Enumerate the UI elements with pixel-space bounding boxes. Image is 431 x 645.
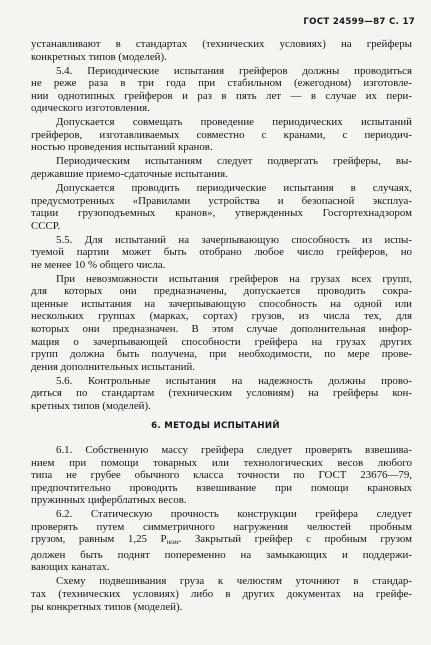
text-line: 5.4. Периодические испытания грейферов должны проводиться (56, 64, 412, 77)
text-line: типа не грубее обычного класса точности по ГОСТ 23676—79, (31, 469, 412, 482)
text-line: предпочтительно проводить взвешивание при помощи крановых (31, 481, 412, 494)
text-line: вающих канатах. (31, 561, 110, 574)
text-line: должен быть поднят попеременно на замыкающих и поддержи- (31, 548, 412, 561)
paragraph-5-4 (31, 65, 412, 115)
text-line: тах (технических условиях) либо в других документах на грейфе- (31, 588, 412, 601)
text-line: При невозможности испытания грейферов на грузах всех групп, (56, 272, 412, 285)
text-line: конкретных типов (моделей). (31, 50, 167, 63)
text-line: державшие приемо-сдаточные испытания. (31, 167, 228, 180)
page-header: ГОСТ 24599—87 С. 17 (303, 17, 415, 27)
text-line: для которых они предназначены, допускается проводить сокра- (31, 285, 412, 298)
text-line: устанавливают в стандартах (технических условиях) на грейферы (31, 38, 412, 50)
text-line: грейферов, изготавливаемых совместно с кранами, с периодич- (31, 128, 412, 141)
text-block-section-6 (31, 444, 412, 615)
section-heading: 6. МЕТОДЫ ИСПЫТАНИЙ (151, 421, 280, 431)
paragraph (31, 155, 412, 180)
paragraph-6-2 (31, 508, 412, 574)
text-line: проверять путем симметричного нагружения челюстей пробным (31, 520, 412, 533)
text-line: Допускается совмещать проведение периодических испытаний (56, 116, 412, 129)
text-line: туемой партии может быть отобрано любое число грейферов, но (31, 246, 412, 259)
text-line: ры конкретных типов (моделей). (31, 600, 183, 613)
text-line: 6.1. Собственную массу грейфера следует проверять взвешива- (56, 444, 412, 456)
text-line: пружинных циферблатных весов. (31, 494, 187, 507)
paragraph (31, 182, 412, 232)
paragraph (31, 273, 412, 373)
text-line: Схему подвешивания груза к челюстям уточняют в стандар- (56, 575, 412, 588)
text-line: не менее 10 % общего числа. (31, 258, 166, 271)
text-line-with-subscript (31, 533, 412, 549)
paragraph (31, 575, 412, 613)
text-block-section-5 (31, 38, 412, 414)
paragraph-5-6 (31, 375, 412, 413)
text-line: нием при помощи товарных или технологических весов любого (31, 456, 412, 469)
paragraph-5-5 (31, 234, 412, 272)
text-line: ностью проведения испытаний кранов. (31, 141, 213, 154)
text-line: 6.2. Статическую прочность конструкции грейфера следует (56, 508, 412, 521)
paragraph-6-1 (31, 444, 412, 507)
text-line: 5.5. Для испытаний на зачерпывающую способность из испы- (56, 233, 412, 246)
text-line: диться по стандартам (техническим условиям) на грейферы кон- (31, 387, 412, 400)
text-line: Допускается проводить периодические испытания в случаях, (56, 182, 412, 195)
text-line: дения дополнительных испытаний. (31, 360, 196, 373)
text-line: нескольких группах (марках, сортах) грузов, из числа тех, для (31, 310, 412, 323)
text-line: тации грузоподъемных кранов», утвержденных Госгортехнадзором (31, 207, 412, 220)
text-line: которых они предназначен. В этом случае дополнительная инфор- (31, 323, 412, 336)
text-line: мация о зачерпывающей способности грейфера на грузах других (31, 335, 412, 348)
text-line: предусмотренных «Правилами устройства и безопасной эксплуа- (31, 194, 412, 207)
paragraph (31, 116, 412, 154)
text-line: щенные испытания на зачерпывающую способность на одной или (31, 297, 412, 310)
text-line: групп должна быть получена, при необходимости, по мере прове- (31, 348, 412, 361)
paragraph (31, 38, 412, 63)
text-line: Периодическим испытаниям следует подвергать грейферы, вы- (56, 155, 412, 168)
text-fragment: . Закрытый грейфер с пробным грузом (178, 533, 412, 546)
text-line: 5.6. Контрольные испытания на надежность должны прово- (56, 374, 412, 387)
text-line: не реже раза в три года при стабильном (ежегодном) изготовле- (31, 77, 412, 90)
text-fragment: грузом, равным 1,25 P (31, 533, 167, 546)
text-line: нии однотипных грейферов и раз в пять лет — в случае их пери- (31, 89, 412, 102)
subscript-nom: ном (166, 537, 179, 547)
text-line: одического изготовления. (31, 102, 150, 115)
text-line: кретных типов (моделей). (31, 399, 151, 412)
text-line: СССР. (31, 219, 61, 232)
